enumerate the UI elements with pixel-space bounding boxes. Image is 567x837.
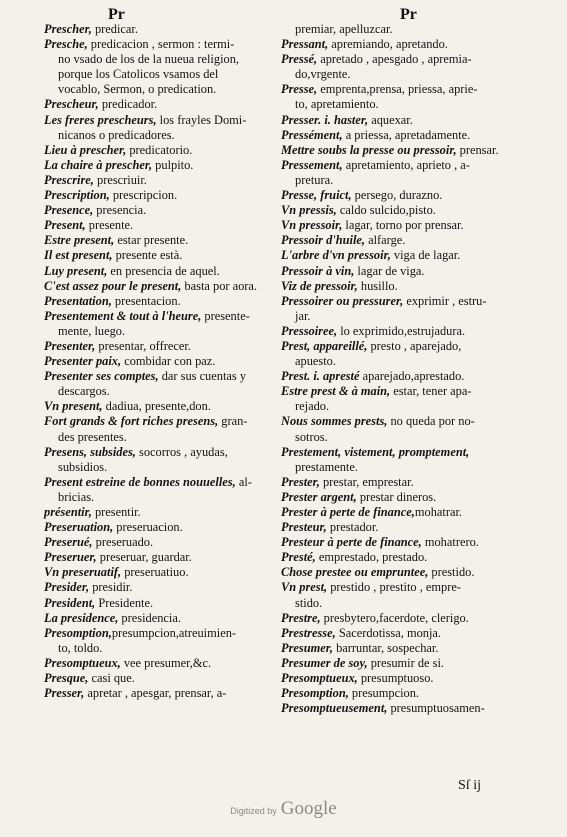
definition: Presidente. — [95, 595, 154, 610]
dictionary-entry — [44, 279, 270, 294]
headword: Vn pressoir, — [281, 218, 343, 233]
definition: no vsado de los de la nueua religion, — [58, 52, 239, 67]
dictionary-entry — [44, 248, 270, 263]
dictionary-entry — [44, 565, 270, 580]
headword: Prestresse, — [281, 625, 336, 640]
dictionary-entry — [281, 203, 513, 218]
headword: Presomptueusement, — [281, 701, 388, 716]
definition: sotros. — [295, 429, 328, 444]
definition: exprimir , estru- — [403, 293, 487, 308]
definition: los frayles Domi- — [156, 112, 247, 127]
dictionary-entry — [44, 369, 270, 384]
dictionary-entry — [44, 218, 270, 233]
definition: prestador. — [326, 520, 379, 535]
headword: Presence, — [44, 203, 94, 218]
dictionary-entry — [281, 113, 513, 128]
entry-continuation — [281, 399, 513, 414]
headword: Prest, appareillé, — [281, 338, 368, 353]
dictionary-entry — [281, 565, 513, 580]
dictionary-entry — [281, 414, 513, 429]
digitized-by-text: Digitized by — [230, 806, 277, 816]
headword: Presomptueux, — [281, 671, 358, 686]
entry-continuation — [281, 460, 513, 475]
dictionary-entry — [281, 128, 513, 143]
headword: Vn present, — [44, 399, 103, 414]
headword: La presidence, — [44, 610, 119, 625]
definition: estar, tener apa- — [390, 384, 472, 399]
definition: mohatrar. — [414, 505, 462, 519]
headword: C'est assez pour le present, — [44, 278, 182, 293]
dictionary-entry — [281, 369, 513, 384]
entry-continuation — [44, 384, 270, 399]
definition: aparejado,aprestado. — [359, 369, 465, 384]
dictionary-entry — [281, 701, 513, 716]
headword: Prescription, — [44, 188, 110, 203]
definition: predicacion , sermon : termi- — [87, 37, 235, 52]
definition: presto , aparejado, — [367, 338, 462, 353]
entry-continuation — [44, 82, 270, 97]
definition: presumpcion,atreuimien- — [111, 625, 237, 640]
definition: husillo. — [357, 278, 398, 293]
headword: Presider, — [44, 580, 90, 595]
definition: no queda por no- — [387, 414, 475, 429]
headword: Presche, — [44, 37, 88, 52]
definition: prescripcion. — [109, 188, 178, 203]
headword: Pressoir à vin, — [281, 263, 355, 278]
headword: President, — [44, 595, 96, 610]
definition: dadiua, presente,don. — [102, 399, 211, 414]
definition: presumptuosamen- — [387, 701, 485, 716]
definition: aquexar. — [368, 112, 413, 127]
dictionary-entry — [44, 173, 270, 188]
headword: Chose prestee ou empruntee, — [281, 565, 429, 580]
entry-continuation — [44, 67, 270, 82]
headword: Presomption, — [44, 625, 112, 640]
headword: Mettre soubs la presse ou pressoir, — [281, 142, 457, 157]
headword: La chaire à prescher, — [44, 157, 153, 172]
dictionary-entry — [44, 188, 270, 203]
dictionary-entry — [44, 158, 270, 173]
definition: gran- — [218, 414, 248, 429]
headword: Preseruation, — [44, 520, 114, 535]
definition: to, toldo. — [58, 640, 103, 655]
entry-continuation — [281, 354, 513, 369]
definition: prestido. — [428, 565, 475, 580]
dictionary-entry — [281, 233, 513, 248]
headword: Prester, — [281, 474, 320, 489]
dictionary-entry — [44, 37, 270, 52]
definition: presumptuoso. — [357, 671, 434, 686]
headword: Presenter ses comptes, — [44, 369, 159, 384]
definition: preseruar, guardar. — [96, 550, 192, 565]
headword: Presse, — [281, 82, 318, 97]
dictionary-entry — [281, 324, 513, 339]
dictionary-entry — [44, 22, 270, 37]
definition: presente- — [201, 308, 250, 323]
headword: Presque, — [44, 671, 89, 686]
headword: présentir, — [44, 505, 92, 519]
definition: presencia. — [93, 203, 147, 218]
dictionary-entry — [281, 264, 513, 279]
definition: prestido , prestito , empre- — [327, 580, 461, 595]
dictionary-entry — [44, 505, 270, 520]
headword: Presentation, — [44, 293, 112, 308]
definition: en presencia de aquel. — [107, 263, 220, 278]
dictionary-entry — [281, 218, 513, 233]
dictionary-entry — [281, 535, 513, 550]
headword: Present estreine de bonnes nouuelles, — [44, 474, 236, 489]
definition: lo exprimido,estrujadura. — [337, 323, 466, 338]
definition: al- — [235, 474, 252, 489]
entry-continuation — [281, 596, 513, 611]
dictionary-entry — [281, 505, 513, 520]
headword: Prest. i. apresté — [281, 369, 360, 384]
dictionary-entry — [44, 414, 270, 429]
definition: presentacion. — [111, 293, 181, 308]
dictionary-entry — [44, 354, 270, 369]
entry-continuation — [44, 430, 270, 445]
definition: porque los Catolicos vsamos del — [58, 67, 219, 82]
right-column — [281, 22, 513, 716]
dictionary-entry — [44, 580, 270, 595]
definition: presente. — [85, 218, 134, 233]
headword: Presens, subsides, — [44, 444, 136, 459]
definition: prescriuir. — [93, 172, 147, 187]
headword: Prescrire, — [44, 172, 94, 187]
headword: Luy present, — [44, 263, 108, 278]
entry-continuation — [44, 128, 270, 143]
dictionary-entry — [44, 596, 270, 611]
headword: Presumer, — [281, 640, 333, 655]
definition: prestamente. — [295, 459, 358, 474]
dictionary-entry — [44, 143, 270, 158]
definition: preseruado. — [92, 535, 154, 550]
headword: Presse, fruict, — [281, 188, 352, 203]
definition: rejado. — [295, 399, 330, 414]
headword: Presenter, — [44, 338, 96, 353]
entry-continuation — [44, 490, 270, 505]
dictionary-entry — [44, 233, 270, 248]
definition: presidir. — [89, 580, 133, 595]
dictionary-entry — [44, 656, 270, 671]
definition: des presentes. — [58, 429, 127, 444]
headword: Presteur à perte de finance, — [281, 535, 422, 550]
dictionary-entry — [44, 294, 270, 309]
dictionary-entry — [44, 309, 270, 324]
headword: Viz de pressoir, — [281, 278, 358, 293]
headword: Prester à perte de finance, — [281, 505, 415, 519]
definition: apretamiento, aprieto , a- — [342, 157, 470, 172]
dictionary-entry — [281, 580, 513, 595]
entry-continuation — [281, 97, 513, 112]
left-column — [44, 22, 270, 701]
dictionary-entry — [44, 399, 270, 414]
definition: persego, durazno. — [351, 188, 443, 203]
dictionary-entry — [281, 384, 513, 399]
headword: Vn pressis, — [281, 203, 337, 218]
definition: socorros , ayudas, — [135, 444, 228, 459]
headword: Estre present, — [44, 233, 115, 248]
headword: Presomption, — [281, 686, 349, 701]
entry-continuation — [281, 309, 513, 324]
headword: Presomptueux, — [44, 655, 121, 670]
dictionary-entry — [281, 490, 513, 505]
definition: alfarge. — [365, 233, 406, 248]
dictionary-entry — [44, 445, 270, 460]
dictionary-entry — [281, 656, 513, 671]
dictionary-entry — [44, 550, 270, 565]
definition: casi que. — [88, 671, 135, 686]
definition: apretar , apesgar, prensar, a- — [84, 686, 227, 701]
headword: Prester argent, — [281, 489, 357, 504]
definition: emprestado, prestado. — [315, 550, 428, 565]
headword: L'arbre d'vn pressoir, — [281, 248, 391, 263]
definition: bricias. — [58, 489, 95, 504]
headword: Prescher, — [44, 22, 92, 36]
headword: Presser, — [44, 686, 85, 701]
definition: lagar, torno por prensar. — [342, 218, 464, 233]
definition: barruntar, sospechar. — [332, 640, 439, 655]
entry-continuation — [281, 430, 513, 445]
definition: caldo sulcido,pisto. — [336, 203, 436, 218]
headword: Presser. i. haster, — [281, 112, 369, 127]
entry-continuation — [44, 324, 270, 339]
definition: premiar, apelluzcar. — [295, 22, 393, 36]
definition: presente està. — [112, 248, 183, 263]
definition: apuesto. — [295, 354, 336, 369]
headword: Pressé, — [281, 52, 318, 67]
dictionary-entry — [281, 611, 513, 626]
dictionary-entry — [44, 264, 270, 279]
headword: Pressément, — [281, 127, 343, 142]
headword: Preseruer, — [44, 550, 97, 565]
headword: Prestement, vistement, promptement, — [281, 444, 470, 459]
headword: Fort grands & fort riches presens, — [44, 414, 219, 429]
entry-continuation — [281, 173, 513, 188]
dictionary-entry — [281, 279, 513, 294]
dictionary-entry — [281, 520, 513, 535]
headword: Vn prest, — [281, 580, 328, 595]
definition: to, apretamiento. — [295, 97, 379, 112]
entry-continuation — [44, 641, 270, 656]
definition: dar sus cuentas y — [158, 369, 247, 384]
dictionary-entry — [44, 686, 270, 701]
definition: jar. — [295, 308, 311, 323]
headword: Pressoirer ou pressurer, — [281, 293, 404, 308]
dictionary-entry — [44, 611, 270, 626]
definition: presidencia. — [118, 610, 181, 625]
definition: prensar. — [456, 142, 499, 157]
definition: mohatrero. — [421, 535, 479, 550]
dictionary-entry — [281, 248, 513, 263]
running-head-left: Pr — [108, 6, 125, 23]
entry-continuation — [281, 67, 513, 82]
headword: Present, — [44, 218, 86, 233]
headword: Pressoir d'huile, — [281, 233, 365, 248]
definition: do,vrgente. — [295, 67, 351, 82]
definition: pulpito. — [152, 157, 194, 172]
dictionary-entry — [44, 203, 270, 218]
definition: viga de lagar. — [390, 248, 461, 263]
dictionary-entry — [281, 445, 513, 460]
entry-continuation — [44, 460, 270, 475]
dictionary-entry — [281, 641, 513, 656]
headword: Presté, — [281, 550, 316, 565]
headword: Les freres prescheurs, — [44, 112, 157, 127]
dictionary-entry — [281, 550, 513, 565]
dictionary-entry — [281, 626, 513, 641]
dictionary-entry — [281, 686, 513, 701]
definition: presentar, offrecer. — [95, 338, 191, 353]
dictionary-entry — [281, 158, 513, 173]
headword: Vn preseruatif, — [44, 565, 122, 580]
dictionary-entry — [44, 339, 270, 354]
headword: Prestre, — [281, 610, 321, 625]
definition: preseruatiuo. — [121, 565, 189, 580]
definition: descargos. — [58, 384, 110, 399]
definition: vocablo, Sermon, o predication. — [58, 82, 217, 97]
headword: Preserué, — [44, 535, 93, 550]
definition: predicatorio. — [126, 142, 193, 157]
entry-continuation — [44, 52, 270, 67]
google-logo: Google — [280, 798, 337, 819]
definition: combidar con paz. — [121, 354, 216, 369]
dictionary-entry — [281, 143, 513, 158]
headword: Presenter paix, — [44, 354, 122, 369]
dictionary-entry — [281, 475, 513, 490]
definition: preseruacion. — [113, 520, 183, 535]
definition: prestar, emprestar. — [319, 474, 414, 489]
dictionary-entry — [281, 82, 513, 97]
definition: stido. — [295, 595, 323, 610]
definition: estar presente. — [114, 233, 189, 248]
headword: Estre prest & à main, — [281, 384, 391, 399]
definition: mente, luego. — [58, 323, 126, 338]
headword: Presumer de soy, — [281, 655, 368, 670]
dictionary-entry — [44, 97, 270, 112]
dictionary-entry — [44, 671, 270, 686]
dictionary-entry — [281, 52, 513, 67]
dictionary-entry — [281, 37, 513, 52]
definition: prestar dineros. — [356, 489, 437, 504]
headword: Nous sommes prests, — [281, 414, 388, 429]
entry-continuation — [281, 22, 513, 37]
headword: Il est present, — [44, 248, 113, 263]
headword: Lieu à prescher, — [44, 142, 127, 157]
headword: Presentement & tout à l'heure, — [44, 308, 202, 323]
headword: Pressant, — [281, 37, 329, 52]
dictionary-entry — [281, 339, 513, 354]
dictionary-entry — [44, 113, 270, 128]
dictionary-entry — [281, 188, 513, 203]
dictionary-entry — [44, 520, 270, 535]
dictionary-entry — [44, 535, 270, 550]
definition: apretado , apesgado , apremia- — [317, 52, 472, 67]
dictionary-entry — [44, 626, 270, 641]
definition: Sacerdotissa, monja. — [335, 625, 442, 640]
definition: presbytero,facerdote, clerigo. — [320, 610, 469, 625]
definition: basta por aora. — [181, 278, 258, 293]
definition: vee presumer,&c. — [120, 655, 212, 670]
definition: presumpcion. — [348, 686, 420, 701]
definition: pretura. — [295, 172, 334, 187]
definition: apremiando, apretando. — [328, 37, 448, 52]
headword: Pressoiree, — [281, 323, 338, 338]
headword: Prescheur, — [44, 97, 99, 112]
definition: emprenta,prensa, priessa, aprie- — [317, 82, 478, 97]
dictionary-entry — [44, 475, 270, 490]
definition: nicanos o predicadores. — [58, 127, 175, 142]
dictionary-entry — [281, 671, 513, 686]
definition: predicador. — [98, 97, 158, 112]
headword: Presteur, — [281, 520, 327, 535]
definition: predicar. — [91, 22, 138, 36]
digitized-watermark — [0, 798, 567, 820]
definition: presumir de si. — [367, 655, 445, 670]
definition: presentir. — [91, 505, 141, 519]
dictionary-entry — [281, 294, 513, 309]
signature-mark: Sſ ij — [458, 778, 481, 793]
running-head-right: Pr — [400, 6, 417, 23]
definition: lagar de viga. — [354, 263, 425, 278]
definition: a priessa, apretadamente. — [342, 127, 471, 142]
definition: subsidios. — [58, 459, 108, 474]
headword: Pressement, — [281, 157, 343, 172]
